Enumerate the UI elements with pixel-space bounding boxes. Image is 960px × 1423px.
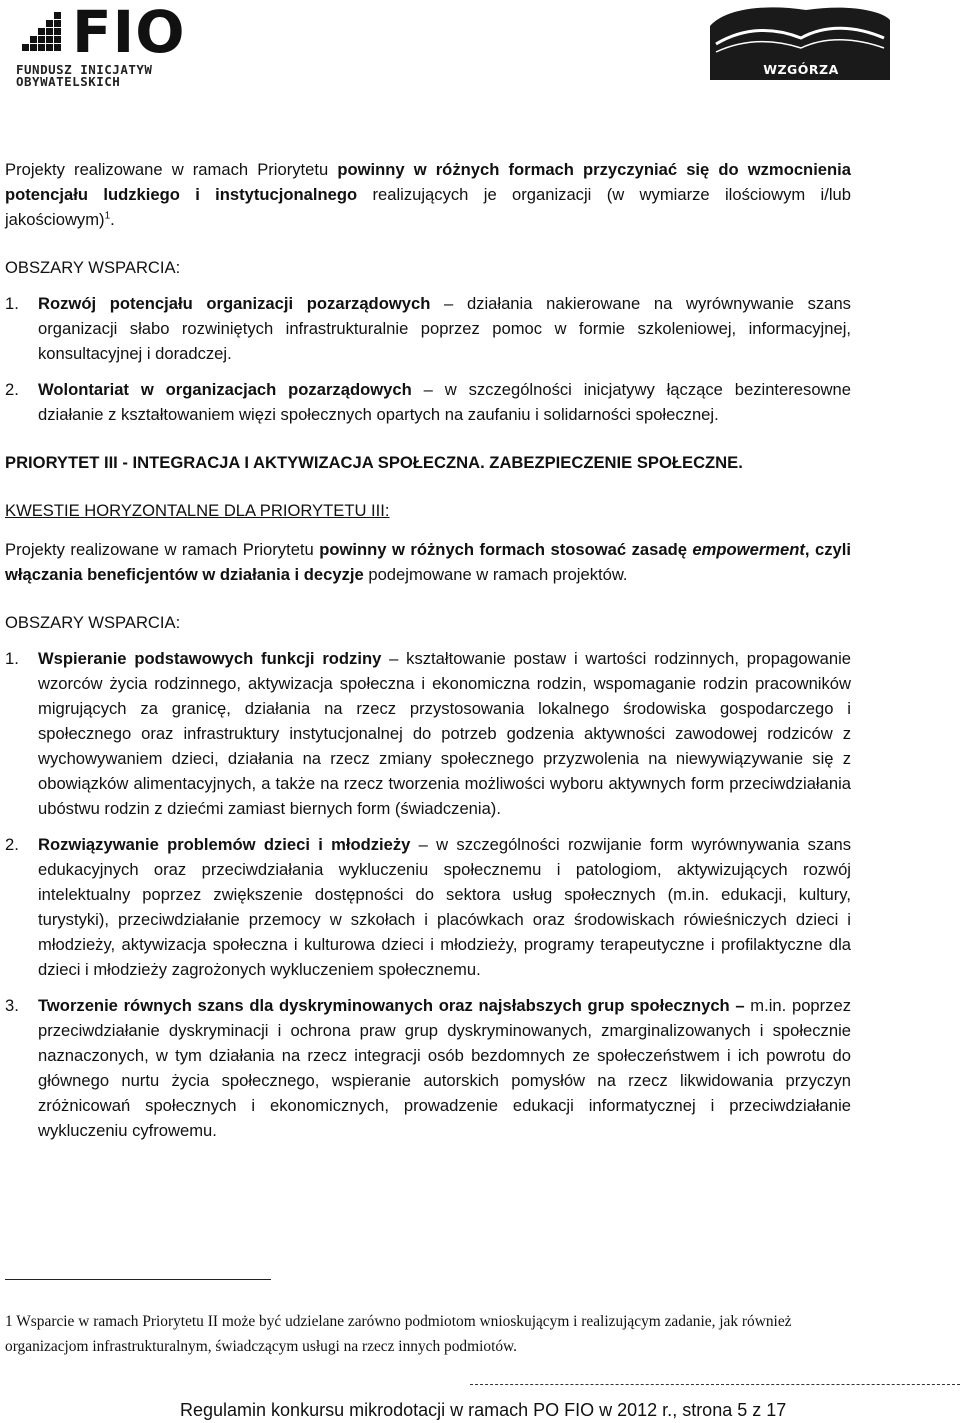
obszary-wsparcia-heading: OBSZARY WSPARCIA: (5, 258, 181, 277)
document-body (5, 157, 851, 1143)
priorytet-iii-heading: PRIORYTET III - INTEGRACJA I AKTYWIZACJA SPOŁECZNA. ZABEZPIECZENIE SPOŁECZNE. (5, 453, 743, 472)
list-item: 1. Rozwój potencjału organizacji pozarządowych – działania nakierowane na wyrównywanie szans organizacji słabo rozwiniętych infrastrukturalnie poprzez pomoc w formie szkoleniowej, informacyjnej, konsultacyjnej i doradczej. (5, 294, 851, 363)
list-item: 1. Wspieranie podstawowych funkcji rodziny – kształtowanie postaw i wartości rodzinnych, propagowanie wzorców życia rodzinnego, aktywizacja społeczna i ekonomiczna rodzin, wspomaganie rodzin pracowników migrujących za granicę, działania na rzecz przystosowania lokalnego środowiska gospodarczego i społecznego oraz infrastruktury instytucjonalnej do potrzeb godzenia aktywności zawodowej rodziców z wychowywaniem dzieci, działania na rzecz zmiany społecznego przyzwolenia na niewywiązywanie się z obowiązków alimentacyjnych, a także na rzecz tworzenia możliwości wyboru aktywnych form przeciwdziałania ubóstwu rodzin z dziećmi zamiast biernych form (świadczenia). (5, 649, 851, 818)
wzgorza-logo-text: WZGÓRZA DALKOWSKIE (751, 62, 851, 92)
priorytet-iii-intro: Projekty realizowane w ramach Priorytetu powinny w różnych formach stosować zasadę empowerment, czyli włączania beneficjentów w działania i decyzje podejmowane w ramach projektów. (5, 540, 851, 584)
intro-paragraph: Projekty realizowane w ramach Priorytetu powinny w różnych formach przyczyniać się do wzmocnienia potencjału ludzkiego i instytucjonalnego realizujących je organizacji (w wymiarze ilościowym i/lub jakościowym)$^1$. (5, 160, 852, 229)
list-item: 3. Tworzenie równych szans dla dyskryminowanych oraz najsłabszych grup społecznych – m.in. poprzez przeciwdziałanie dyskryminacji i ochrona praw grup dyskryminowanych, zmarginalizowanych i społecznie naznaczonych, w tym działania na rzecz integracji osób bezdomnych ze społeczeństwem i ich powrotu do głównego nurtu życia społecznego, wspieranie autorskich pomysłów na rzecz likwidowania przyczyn zróżnicowań społecznych i ekonomicznych, prowadzenie edukacji informatycznej i przeciwdziałanie wykluczeniu cyfrowemu. (5, 996, 851, 1140)
footnote-ref[interactable]: 1 (104, 210, 111, 222)
obszary-wsparcia-heading-2: OBSZARY WSPARCIA: (5, 613, 181, 632)
fio-dots-icon (14, 10, 66, 62)
fio-logo (10, 0, 186, 90)
footnote: 1 Wsparcie w ramach Priorytetu II może być udzielane zarówno podmiotom wnioskującym i realizującym zadanie, jak również organizacjom infrastrukturalnym, świadczącym usługi na rzecz innych podmiotów. (5, 1313, 792, 1355)
list-item: 2. Wolontariat w organizacjach pozarządowych – w szczególności inicjatywy łączące bezinteresowne działanie z kształtowaniem więzi społecznych opartych na zaufaniu i solidarności społecznej. (5, 380, 851, 424)
wzgorza-dalkowskie-logo (706, 4, 892, 92)
fio-logo-text: FIO (72, 0, 186, 66)
footer-divider (470, 1384, 960, 1385)
page-footer: Regulamin konkursu mikrodotacji w ramach PO FIO w 2012 r., strona 5 z 17 (180, 1400, 787, 1420)
kwestie-horyzontalne-heading: KWESTIE HORYZONTALNE DLA PRIORYTETU III: (5, 501, 390, 520)
fio-logo-subtitle: FUNDUSZ INICJATYW OBYWATELSKICH (16, 62, 153, 89)
list-item: 2. Rozwiązywanie problemów dzieci i młodzieży – w szczególności rozwijanie form wyrównywania szans edukacyjnych oraz przeciwdziałania wykluczeniu społecznemu i patologiom, aktywizujących rozwój intelektualny poprzez zwiększenie dostępności do sektora usług społecznych (m.in. edukacji, kultury, turystyki), przeciwdziałanie przemocy w szkołach i placówkach oraz środowiskach rówieśniczych dzieci i młodzieży, aktywizacja społeczna i kulturowa dzieci i młodzieży, programy terapeutyczne i profilaktyczne dla dzieci i młodzieży zagrożonych wykluczeniem społecznemu. (5, 835, 852, 979)
footnote-separator (5, 1279, 271, 1280)
